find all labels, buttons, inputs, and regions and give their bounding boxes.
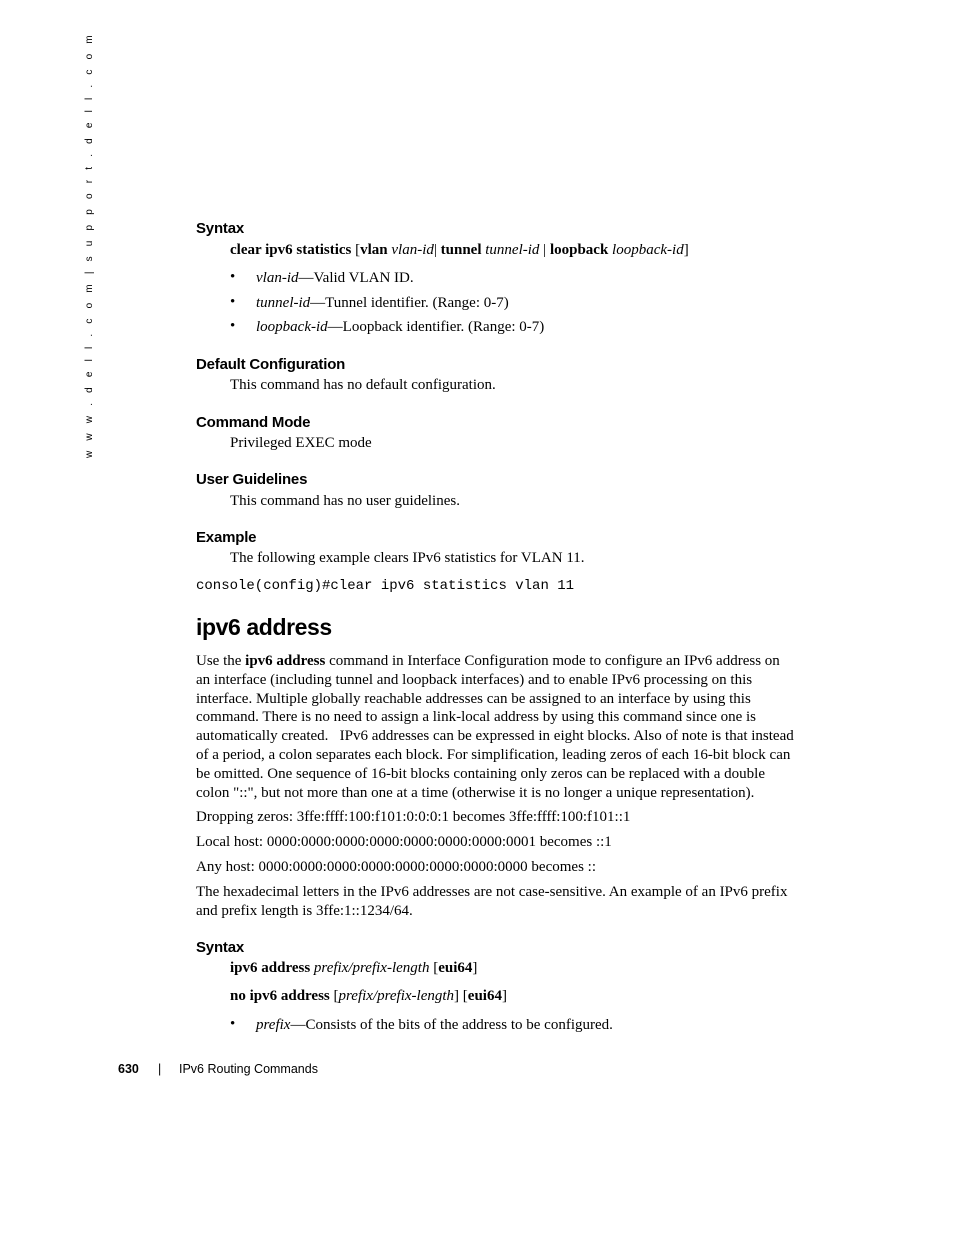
command-name: clear ipv6 statistics (230, 242, 352, 258)
param-item (256, 294, 509, 313)
ipv6-address-title: ipv6 address (196, 614, 332, 640)
param-item (256, 269, 414, 288)
intro-line: command. There is no need to assign a link-local address by using this command since one is (196, 709, 757, 726)
intro-text: Use the (196, 653, 246, 669)
intro-line: automatically created. IPv6 addresses can be expressed in eight blocks. Also of note is that instead (196, 728, 794, 745)
param-item (256, 318, 544, 337)
bracket-close: ] (454, 988, 460, 1004)
bracket-close: ] (472, 960, 478, 976)
syntax-command-line (230, 241, 689, 260)
arg-vlan-id: vlan-id (391, 242, 434, 258)
separator: | (543, 242, 547, 258)
command-name: ipv6 address (230, 960, 311, 976)
bullet-icon: • (230, 1016, 236, 1032)
intro-command: ipv6 address (245, 653, 326, 669)
param-desc: —Valid VLAN ID. (298, 270, 414, 286)
param-term: loopback-id (256, 319, 328, 335)
arg-loopback-id: loopback-id (612, 242, 684, 258)
param-term: prefix (256, 1017, 291, 1033)
hex-line: and prefix length is 3ffe:1::1234/64. (196, 902, 413, 919)
param-desc: —Consists of the bits of the address to be configured. (290, 1017, 613, 1033)
intro-text: command in Interface Configuration mode to configure an IPv6 address on (325, 653, 780, 669)
keyword-loopback: loopback (549, 242, 609, 258)
bullet-icon: • (230, 294, 236, 310)
param-desc: —Loopback identifier. (Range: 0-7) (327, 319, 545, 335)
user-guidelines-text: This command has no user guidelines. (230, 493, 460, 509)
param-item (256, 1016, 613, 1035)
syntax-line-2 (230, 987, 507, 1006)
website-side-text: w w w . d e l l . c o m | s u p p o r t . d e l l . c o m (84, 31, 95, 458)
intro-line: of a period, a colon separates each block. For simplification, leading zeros of each 16-bit block can (196, 746, 791, 763)
keyword-eui64: eui64 (438, 960, 473, 976)
intro-paragraph (196, 652, 812, 802)
syntax-line-1 (230, 959, 477, 978)
bullet-icon: • (230, 269, 236, 285)
separator: | (433, 242, 437, 258)
intro-line: be omitted. One sequence of 16-bit blocks containing only zeros can be replaced with a double (196, 765, 765, 782)
bracket-open: [ (355, 242, 361, 258)
command-mode-text: Privileged EXEC mode (230, 435, 372, 451)
intro-line: interface. Multiple globally reachable addresses can be assigned to an interface by using this (196, 690, 751, 707)
arg-prefix: prefix/prefix-length (313, 960, 430, 976)
bracket-open: [ (462, 988, 468, 1004)
bracket-close: ] (683, 242, 689, 258)
bracket-open: [ (333, 988, 339, 1004)
arg-tunnel-id: tunnel-id (485, 242, 540, 258)
keyword-eui64: eui64 (467, 988, 502, 1004)
bracket-close: ] (501, 988, 507, 1004)
keyword-tunnel: tunnel (440, 242, 482, 258)
syntax-heading-2: Syntax (196, 939, 244, 956)
param-desc: —Tunnel identifier. (Range: 0-7) (310, 295, 509, 311)
footer-separator: | (158, 1062, 162, 1076)
keyword-vlan: vlan (360, 242, 388, 258)
user-guidelines-heading: User Guidelines (196, 471, 308, 488)
footer-section-title: IPv6 Routing Commands (179, 1062, 318, 1076)
arg-prefix: prefix/prefix-length (338, 988, 455, 1004)
any-host-text: Any host: 0000:0000:0000:0000:0000:0000:0000:0000 becomes :: (196, 859, 596, 875)
default-config-text: This command has no default configuration. (230, 377, 496, 393)
command-name: no ipv6 address (230, 988, 330, 1004)
param-term: tunnel-id (256, 295, 311, 311)
intro-line: an interface (including tunnel and loopback interfaces) and to enable IPv6 processing on this (196, 671, 753, 688)
intro-line: colon "::", but not more than one at a time (otherwise it is no longer a unique representation). (196, 784, 755, 801)
default-config-heading: Default Configuration (196, 356, 346, 373)
page-number: 630 (118, 1062, 139, 1076)
bracket-open: [ (433, 960, 439, 976)
example-code: console(config)#clear ipv6 statistics vlan 11 (196, 578, 575, 594)
param-term: vlan-id (256, 270, 299, 286)
syntax-heading: Syntax (196, 220, 244, 237)
local-host-text: Local host: 0000:0000:0000:0000:0000:0000:0000:0001 becomes ::1 (196, 834, 612, 850)
command-mode-heading: Command Mode (196, 414, 311, 431)
hex-paragraph (196, 883, 812, 921)
dropping-zeros-text: Dropping zeros: 3ffe:ffff:100:f101:0:0:0:1 becomes 3ffe:ffff:100:f101::1 (196, 809, 631, 825)
bullet-icon: • (230, 318, 236, 334)
example-heading: Example (196, 529, 257, 546)
example-text: The following example clears IPv6 statistics for VLAN 11. (230, 550, 585, 566)
hex-line: The hexadecimal letters in the IPv6 addresses are not case-sensitive. An example of an IPv6 prefix (196, 884, 788, 900)
